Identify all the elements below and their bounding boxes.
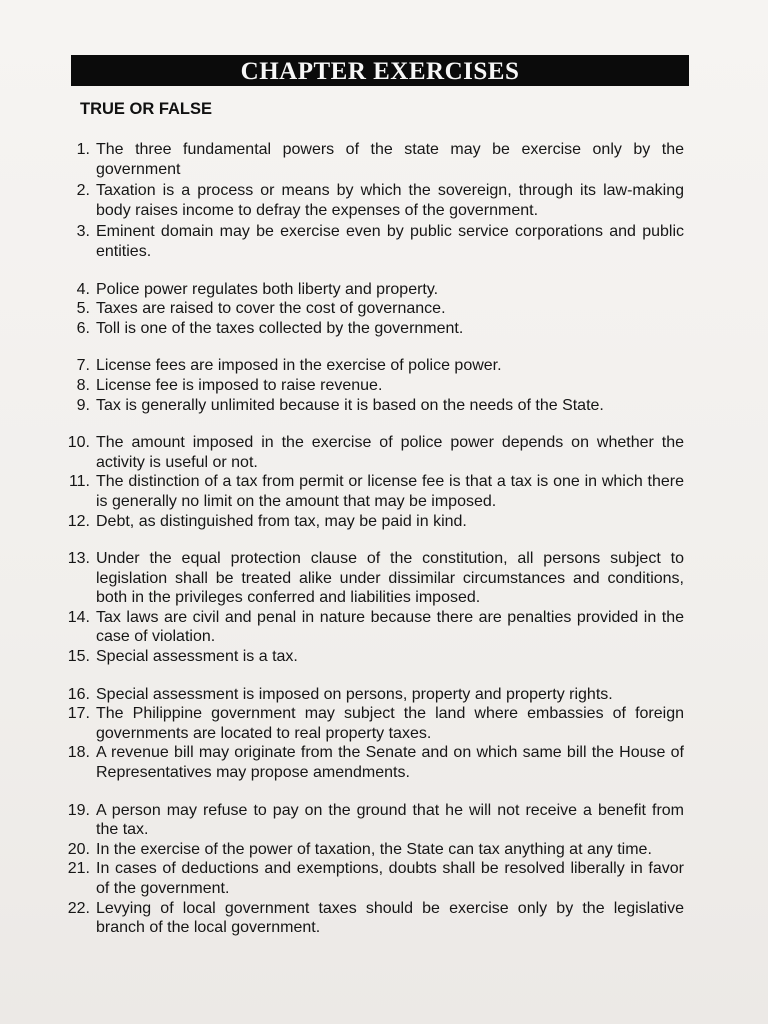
item-text: Levying of local government taxes should be exercise only by the legislative branch of the local government. bbox=[96, 899, 684, 937]
exercise-item-18 bbox=[60, 743, 684, 782]
item-number: 4. bbox=[76, 280, 90, 298]
item-text: Eminent domain may be exercise even by public service corporations and public entities. bbox=[96, 223, 684, 260]
item-text: Taxes are raised to cover the cost of governance. bbox=[96, 300, 446, 318]
exercise-item-9 bbox=[60, 396, 684, 416]
exercise-list bbox=[60, 140, 684, 938]
item-text: In cases of deductions and exemptions, doubts shall be resolved liberally in favor of the government. bbox=[96, 860, 684, 897]
chapter-header-bar bbox=[71, 55, 689, 86]
exercise-item-14 bbox=[60, 608, 684, 647]
item-number: 14. bbox=[67, 608, 90, 626]
exercise-item-3 bbox=[60, 222, 684, 261]
item-number: 22. bbox=[67, 899, 90, 917]
item-number: 9. bbox=[76, 396, 90, 414]
exercise-item-7 bbox=[60, 356, 684, 376]
item-number: 18. bbox=[67, 744, 90, 762]
item-text: Debt, as distinguished from tax, may be paid in kind. bbox=[96, 512, 467, 530]
item-text: Special assessment is imposed on persons, property and property rights. bbox=[96, 685, 613, 703]
item-text: Special assessment is a tax. bbox=[96, 648, 298, 666]
item-number: 15. bbox=[67, 648, 90, 666]
item-number: 5. bbox=[76, 300, 90, 318]
exercise-item-22 bbox=[60, 899, 684, 938]
item-text: The distinction of a tax from permit or license fee is that a tax is one in which there is generally no limit on the amount that may be imposed. bbox=[96, 473, 684, 510]
item-text: A revenue bill may originate from the Senate and on which same bill the House of Representatives may propose amendments. bbox=[96, 744, 684, 782]
item-text: License fees are imposed in the exercise of police power. bbox=[96, 357, 502, 375]
exercise-item-15 bbox=[60, 647, 684, 667]
item-number: 8. bbox=[76, 376, 90, 394]
item-text: The amount imposed in the exercise of police power depends on whether the activity is useful or not. bbox=[96, 434, 684, 471]
item-number: 16. bbox=[67, 685, 90, 703]
item-number: 7. bbox=[76, 357, 90, 375]
item-text: Toll is one of the taxes collected by the government. bbox=[96, 319, 464, 337]
item-text: Under the equal protection clause of the constitution, all persons subject to legislation shall be treated alike under dissimilar circumstances and conditions, both in the privileges conferred and liabilities imposed. bbox=[96, 550, 684, 607]
item-number: 17. bbox=[67, 705, 90, 723]
exercise-item-1 bbox=[60, 140, 684, 179]
chapter-title: CHAPTER EXERCISES bbox=[240, 58, 520, 85]
exercise-item-11 bbox=[60, 472, 684, 511]
item-number: 12. bbox=[67, 512, 90, 530]
item-number: 20. bbox=[67, 840, 90, 858]
item-text: Tax is generally unlimited because it is based on the needs of the State. bbox=[96, 396, 604, 414]
exercise-item-19 bbox=[60, 801, 684, 840]
item-number: 10. bbox=[67, 434, 90, 452]
item-text: Police power regulates both liberty and property. bbox=[96, 280, 439, 298]
exercise-item-16 bbox=[60, 685, 684, 705]
exercise-item-6 bbox=[60, 319, 684, 339]
exercise-item-4 bbox=[60, 280, 684, 300]
item-number: 19. bbox=[67, 801, 90, 819]
exercise-item-10 bbox=[60, 433, 684, 472]
item-text: The Philippine government may subject the land where embassies of foreign governments are located to real property taxes. bbox=[96, 705, 684, 742]
item-number: 2. bbox=[76, 182, 90, 200]
item-text: Taxation is a process or means by which the sovereign, through its law-making body raises income to defray the expenses of the government. bbox=[96, 182, 684, 219]
exercise-item-5 bbox=[60, 299, 684, 319]
item-text: License fee is imposed to raise revenue. bbox=[96, 376, 383, 394]
item-text: Tax laws are civil and penal in nature because there are penalties provided in the case of violation. bbox=[96, 608, 684, 646]
item-number: 6. bbox=[76, 319, 90, 337]
item-number: 21. bbox=[67, 860, 90, 878]
section-title: TRUE OR FALSE bbox=[80, 100, 213, 118]
exercise-item-21 bbox=[60, 859, 684, 898]
item-text: In the exercise of the power of taxation, the State can tax anything at any time. bbox=[96, 840, 652, 858]
exercise-item-12 bbox=[60, 512, 684, 532]
exercise-item-17 bbox=[60, 704, 684, 743]
item-number: 13. bbox=[67, 550, 90, 568]
item-number: 3. bbox=[76, 223, 90, 241]
item-number: 1. bbox=[76, 141, 90, 158]
exercise-item-20 bbox=[60, 840, 684, 860]
item-number: 11. bbox=[68, 473, 90, 491]
exercise-item-2 bbox=[60, 181, 684, 220]
exercise-item-8 bbox=[60, 376, 684, 396]
item-text: A person may refuse to pay on the ground that he will not receive a benefit from the tax. bbox=[96, 801, 684, 839]
exercise-item-13 bbox=[60, 549, 684, 608]
item-text: The three fundamental powers of the state may be exercise only by the government bbox=[96, 141, 684, 178]
